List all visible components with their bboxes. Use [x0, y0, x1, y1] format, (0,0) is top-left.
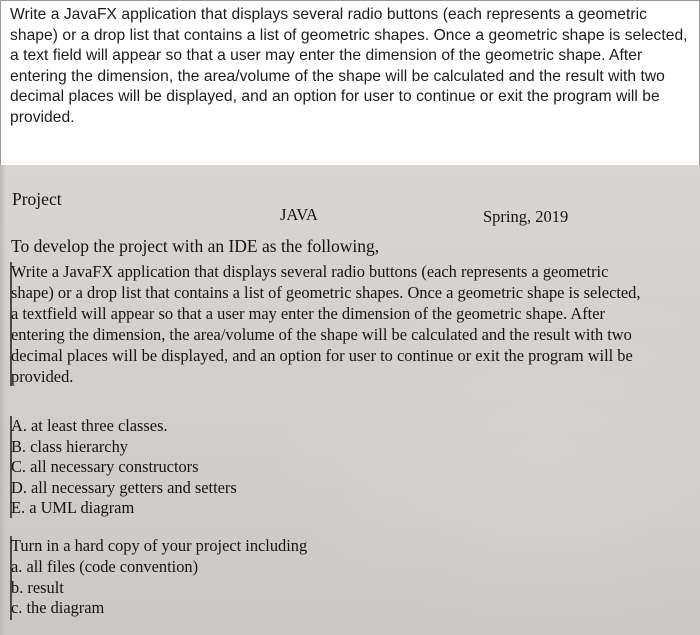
requirement-item: B. class hierarchy: [11, 436, 128, 456]
turn-in-item: b. result: [11, 577, 64, 597]
course-name: JAVA: [280, 205, 318, 224]
question-line: shape) or a drop list that contains a list of geometric shapes. Once a geometric shape is selected,: [10, 26, 688, 44]
turn-in-item: c. the diagram: [11, 598, 105, 618]
turn-in-item: a. all files (code convention): [11, 556, 199, 576]
question-text-box: [0, 0, 700, 165]
requirement-item: D. all necessary getters and setters: [11, 477, 237, 497]
paragraph-line: decimal places will be displayed, and an option for user to continue or exit the program will be: [11, 345, 633, 365]
assignment-paragraph: [11, 262, 700, 387]
paragraph-line: provided.: [11, 366, 74, 386]
question-text: [10, 5, 694, 128]
requirements-list: [11, 416, 237, 519]
paragraph-line: shape) or a drop list that contains a list of geometric shapes. Once a geometric shape is selected,: [11, 282, 641, 302]
paragraph-line: entering the dimension, the area/volume of the shape will be calculated and the result with two: [11, 324, 632, 344]
project-label: Project: [12, 189, 62, 209]
question-line: decimal places will be displayed, and an option for user to continue or exit the program will be: [10, 88, 660, 105]
turn-in-section: [11, 536, 307, 619]
photo-shadow: [0, 165, 6, 635]
intro-line: To develop the project with an IDE as the following,: [11, 236, 380, 256]
question-line: entering the dimension, the area/volume of the shape will be calculated and the result with two: [10, 67, 665, 85]
question-line: provided.: [10, 108, 75, 126]
paragraph-line: Write a JavaFX application that displays several radio buttons (each represents a geometric: [11, 262, 609, 281]
question-line: a text field will appear so that a user may enter the dimension of the geometric shape. After: [10, 47, 643, 64]
requirement-item: C. all necessary constructors: [11, 457, 199, 477]
question-line: Write a JavaFX application that displays several radio buttons (each represents a geometric: [10, 6, 647, 23]
assignment-photo: [0, 165, 700, 635]
term-label: Spring, 2019: [483, 207, 569, 226]
paragraph-line: a textfield will appear so that a user may enter the dimension of the geometric shape. After: [11, 303, 605, 323]
turn-in-heading: Turn in a hard copy of your project including: [11, 536, 308, 555]
requirement-item: E. a UML diagram: [11, 498, 135, 518]
requirement-item: A. at least three classes.: [11, 416, 168, 435]
